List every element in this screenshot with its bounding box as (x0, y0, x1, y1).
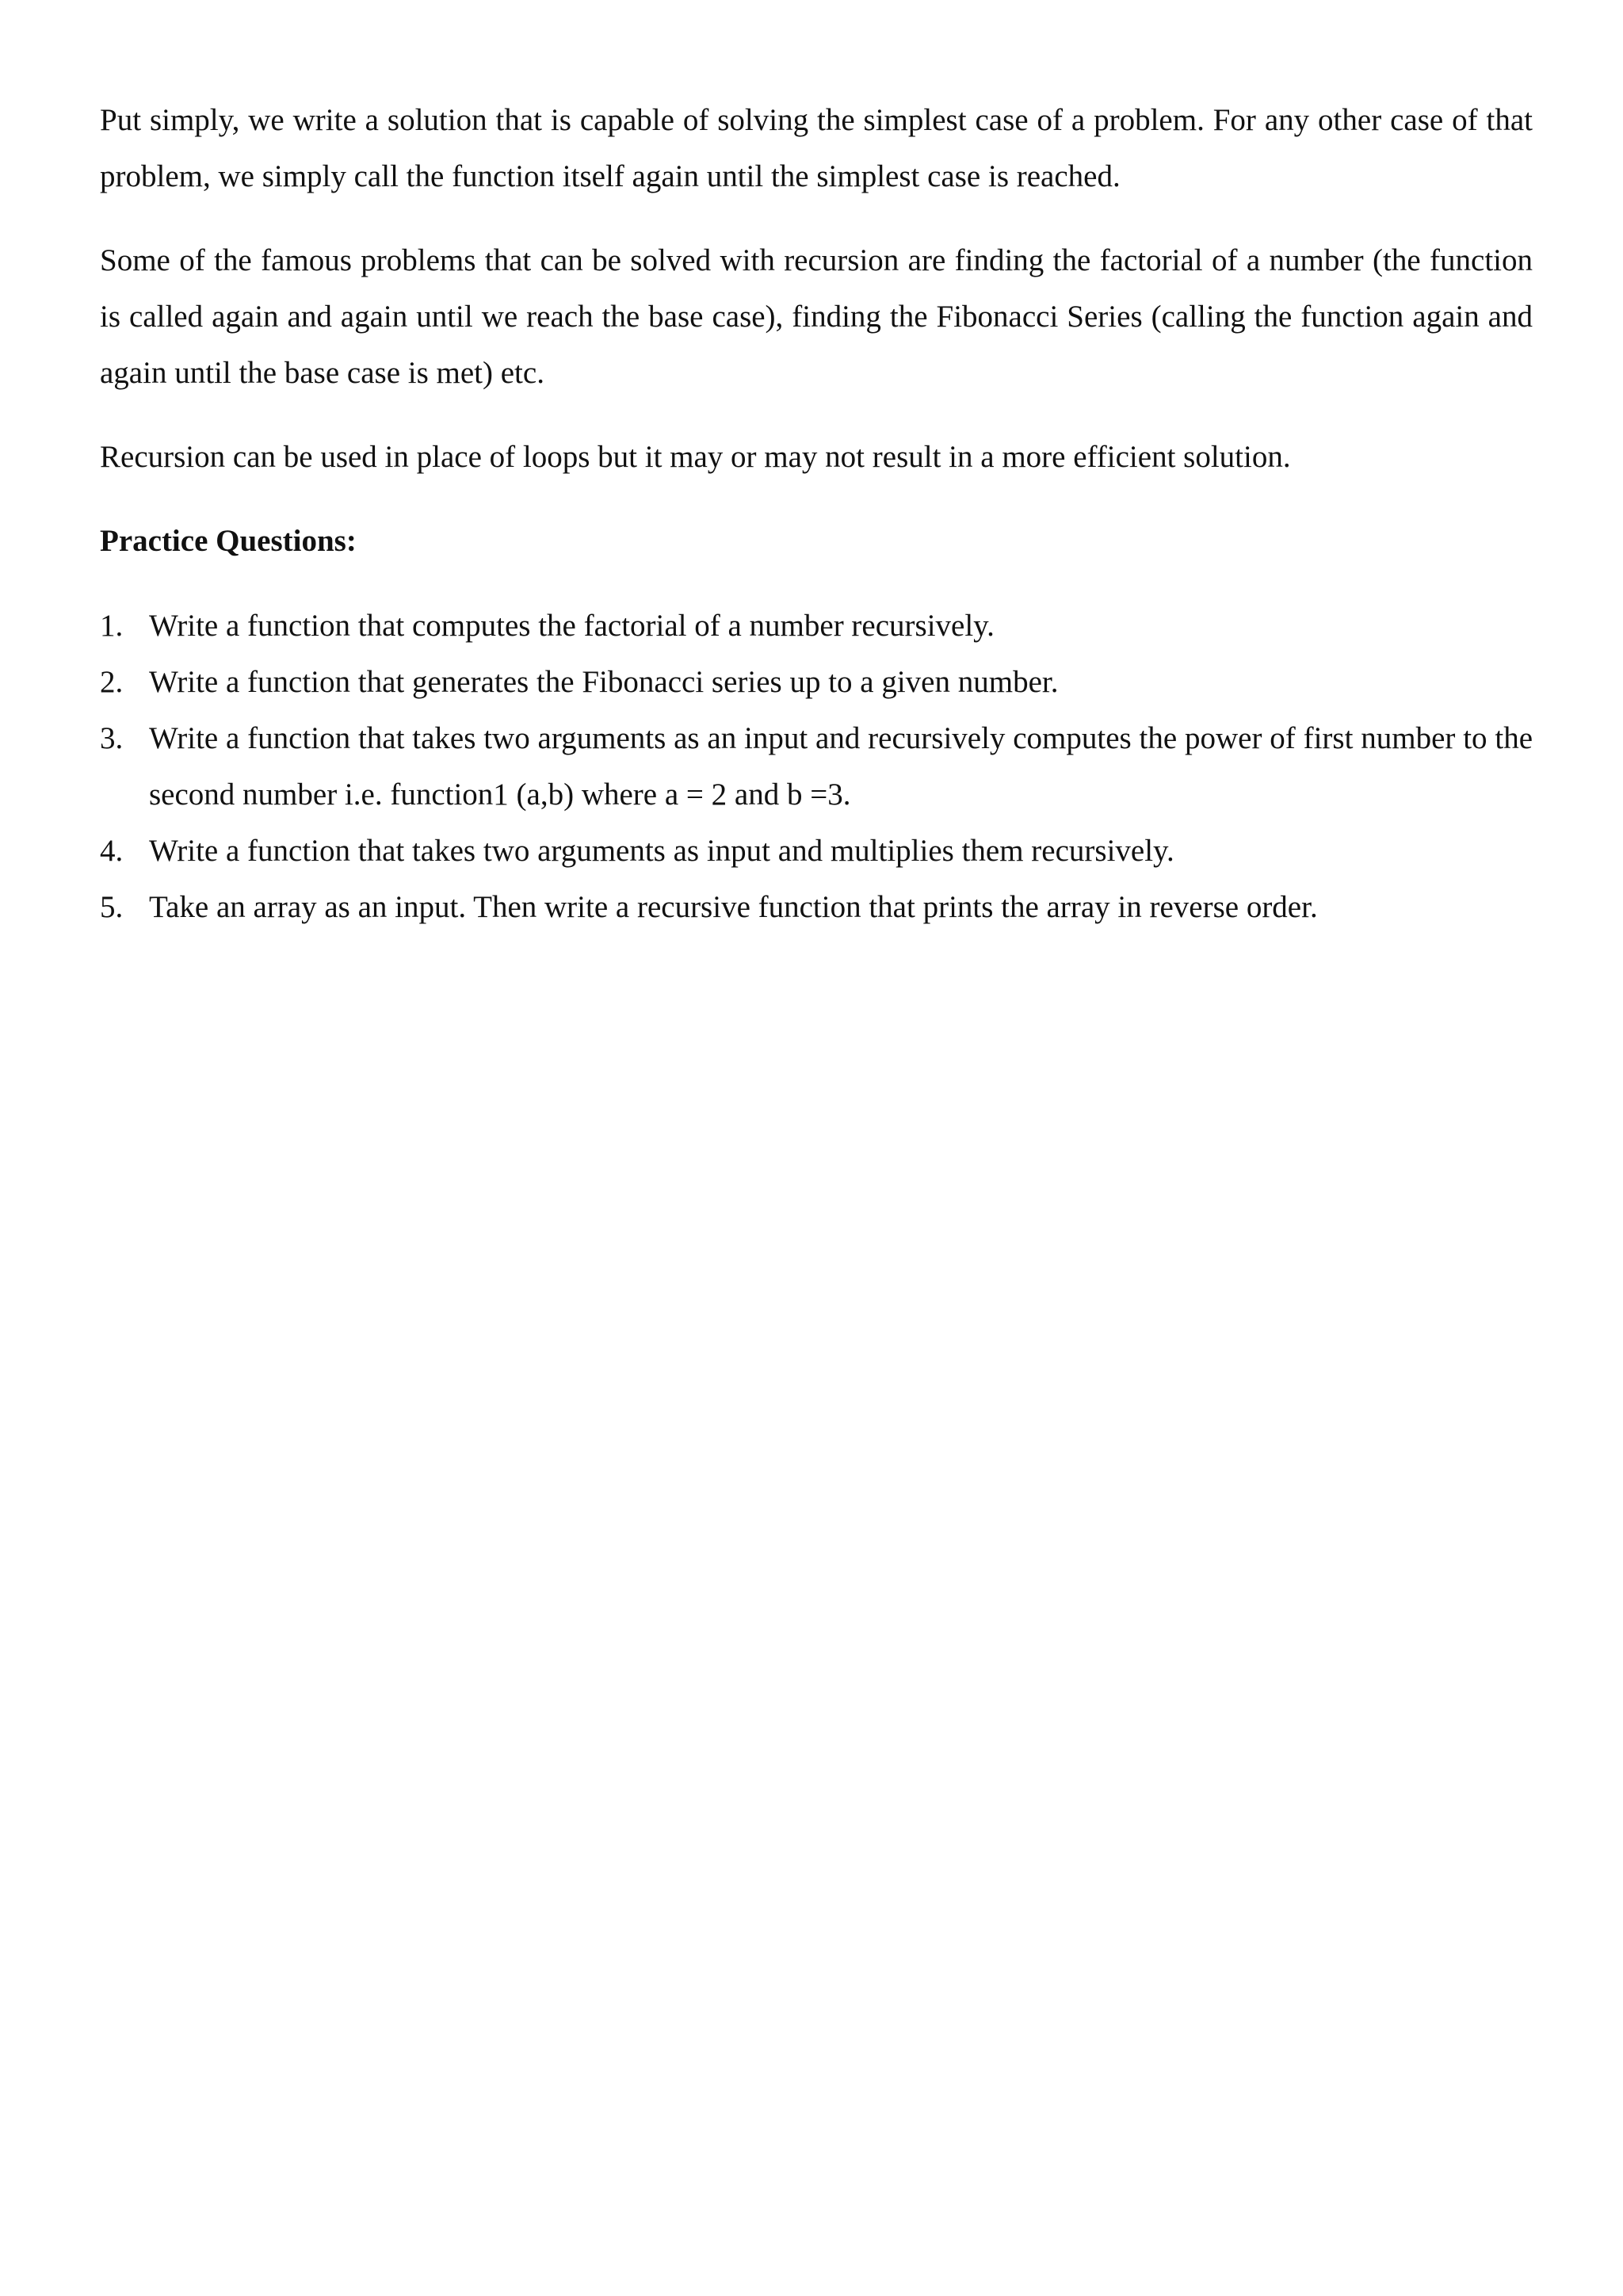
practice-questions-heading: Practice Questions: (100, 524, 357, 558)
question-item (100, 823, 1533, 879)
question-text: Write a function that takes two arguments as input and multiplies them recursively. (149, 834, 1174, 868)
question-item (100, 654, 1533, 710)
question-item (100, 710, 1533, 823)
question-item (100, 598, 1533, 654)
question-number: 3. (100, 721, 124, 755)
question-text: Write a function that generates the Fibonacci series up to a given number. (149, 665, 1059, 699)
question-number: 5. (100, 890, 124, 924)
question-item (100, 879, 1533, 935)
paragraph-loops-comparison: Recursion can be used in place of loops but it may or may not result in a more efficient solution. (100, 440, 1291, 474)
question-text: Take an array as an input. Then write a recursive function that prints the array in reverse order. (149, 890, 1318, 924)
paragraph-famous-problems: Some of the famous problems that can be solved with recursion are finding the factorial of a number (the function is called again and again until we reach the base case), finding the Fibonacci Series (calling the function again and again until the base case is met) etc. (100, 243, 1533, 390)
question-number: 4. (100, 834, 124, 868)
question-number: 2. (100, 665, 124, 699)
question-number: 1. (100, 609, 124, 643)
paragraph-recursion-definition: Put simply, we write a solution that is capable of solving the simplest case of a problem. For any other case of that problem, we simply call the function itself again until the simplest case is reached. (100, 103, 1533, 193)
practice-questions-list (100, 598, 1533, 935)
question-text: Write a function that takes two arguments as an input and recursively computes the power of first number to the second number i.e. function1 (a,b) where a = 2 and b =3. (149, 721, 1533, 812)
document-page (100, 92, 1533, 935)
question-text: Write a function that computes the factorial of a number recursively. (149, 609, 995, 643)
